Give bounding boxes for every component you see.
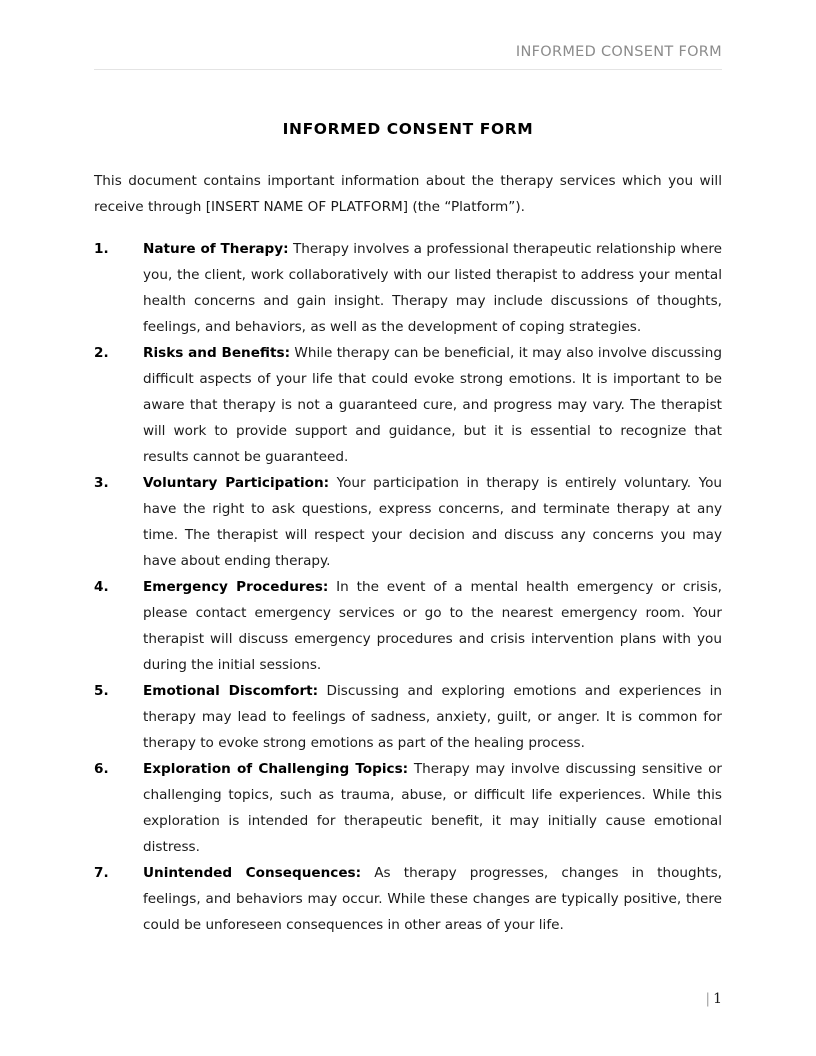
clause-body: As therapy progresses, changes in thoughts, feelings, and behaviors may occur. While these changes are typically positive, there could be unforeseen consequences in other areas of your life.: [143, 865, 722, 933]
clause-term: Risks and Benefits:: [143, 345, 291, 361]
list-item: [94, 678, 722, 756]
list-item: [94, 470, 722, 574]
clause-term: Nature of Therapy:: [143, 241, 289, 257]
clause-number: 6.: [94, 761, 109, 777]
clause-body: Therapy may involve discussing sensitive or challenging topics, such as trauma, abuse, or difficult life experiences. While this exploration is intended for therapeutic benefit, it may initially cause emotional distress.: [143, 761, 722, 855]
clause-term: Emotional Discomfort:: [143, 683, 319, 699]
clause-number: 5.: [94, 683, 109, 699]
clause-body: Therapy involves a professional therapeutic relationship where you, the client, work collaboratively with our listed therapist to address your mental health concerns and gain insight. Therapy may include discussions of thoughts, feelings, and behaviors, as well as the development of coping strategies.: [143, 241, 722, 335]
clause-number: 1.: [94, 241, 109, 257]
running-header: [94, 42, 722, 70]
list-item: [94, 574, 722, 678]
clause-body: Discussing and exploring emotions and experiences in therapy may lead to feelings of sadness, anxiety, guilt, or anger. It is common for therapy to evoke strong emotions as part of the healing process.: [143, 683, 722, 751]
clause-body: In the event of a mental health emergency or crisis, please contact emergency services or go to the nearest emergency room. Your therapist will discuss emergency procedures and crisis intervention plans with you during the initial sessions.: [143, 579, 723, 673]
clause-term: Emergency Procedures:: [143, 579, 329, 595]
clause-number: 2.: [94, 345, 109, 361]
intro-paragraph: This document contains important information about the therapy services which you will receive through [INSERT NAME OF PLATFORM] (the “Platform”).: [94, 173, 722, 215]
clause-body: Your participation in therapy is entirely voluntary. You have the right to ask questions, express concerns, and terminate therapy at any time. The therapist will respect your decision and discuss any concerns you may have about ending therapy.: [143, 475, 722, 569]
running-header-title: INFORMED CONSENT FORM: [515, 44, 722, 60]
list-item: [94, 756, 722, 860]
document-body: [94, 118, 722, 938]
clause-number: 3.: [94, 475, 109, 491]
page-number-value: 1: [713, 991, 722, 1007]
page-number-separator: |: [705, 991, 711, 1007]
clause-list: [94, 236, 722, 938]
clause-term: Unintended Consequences:: [143, 865, 362, 881]
clause-term: Voluntary Participation:: [143, 475, 330, 491]
header-divider: [94, 69, 722, 70]
clause-number: 4.: [94, 579, 109, 595]
list-item: [94, 340, 722, 470]
running-footer: [94, 988, 722, 1009]
list-item: [94, 860, 722, 938]
list-item: [94, 236, 722, 340]
clause-term: Exploration of Challenging Topics:: [143, 761, 409, 777]
clause-number: 7.: [94, 865, 109, 881]
page-number: [705, 989, 722, 1009]
clause-body: While therapy can be beneficial, it may also involve discussing difficult aspects of your life that could evoke strong emotions. It is important to be aware that therapy is not a guaranteed cure, and progress may vary. The therapist will work to provide support and guidance, but it is essential to recognize that results cannot be guaranteed.: [143, 345, 722, 465]
page-title: INFORMED CONSENT FORM: [282, 120, 534, 138]
